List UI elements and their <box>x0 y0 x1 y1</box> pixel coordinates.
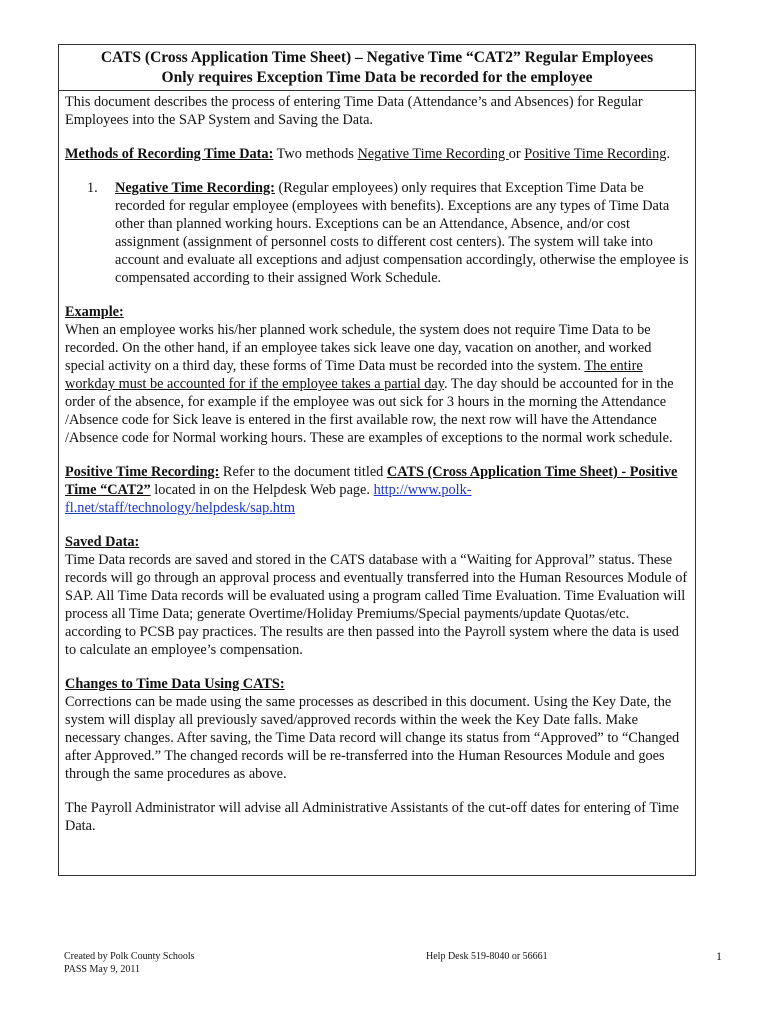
page-number: 1 <box>716 949 722 963</box>
example-text-b: . The day should be accounted for in the order of the absence, for example if the employee was out sick for 3 hours in the morning the Attendance /Absence code for Sick leave is entered in the first available row, the next row will have the Attendance /Absence code for Normal working hours. These are examples of exceptions to the normal work schedule. <box>65 376 674 446</box>
positive-text-b: located in on the Helpdesk Web page. <box>150 482 374 498</box>
page-footer <box>64 950 722 982</box>
positive-time-paragraph <box>65 463 689 517</box>
helpdesk-url-link[interactable]: http://www.polk-fl.net/staff/technology/helpdesk/sap.htm <box>65 482 472 516</box>
item-number: 1. <box>87 180 98 196</box>
methods-text-mid: or <box>508 146 525 162</box>
footer-dept-date: PASS May 9, 2011 <box>64 964 140 975</box>
positive-time-link[interactable]: Positive Time Recording <box>524 146 667 162</box>
changes-heading: Changes to Time Data Using CATS: <box>65 676 285 692</box>
methods-text-end: . <box>666 146 671 162</box>
negative-time-text: (Regular employees) only requires that Exception Time Data be recorded for regular employee (employees with benefits). Exceptions are any types of Time Data other than planned working hours. Exceptions can be an Attendance, Absence, and/or cost assignment (assignment of personnel costs to different cost centers). The system will take into account and evaluate all exceptions and adjust compensation accordingly, otherwise the employee is compensated according to their assigned Work Schedule. <box>115 180 689 286</box>
title-line-2: Only requires Exception Time Data be recorded for the employee <box>161 69 593 86</box>
positive-doc-title: CATS (Cross Application Time Sheet) - Positive Time “CAT2” <box>65 464 678 498</box>
positive-time-heading: Positive Time Recording: <box>65 464 220 480</box>
footer-left <box>64 950 195 976</box>
footer-helpdesk: Help Desk 519-8040 or 56661 <box>426 951 548 962</box>
footer-created-by: Created by Polk County Schools <box>64 951 195 962</box>
numbered-item-1 <box>87 179 689 287</box>
example-heading: Example: <box>65 304 124 320</box>
saved-data-heading: Saved Data: <box>65 534 140 550</box>
document-body <box>59 91 695 835</box>
methods-heading: Methods of Recording Time Data: <box>65 146 274 162</box>
negative-time-link[interactable]: Negative Time Recording <box>357 146 509 162</box>
methods-paragraph <box>65 145 689 163</box>
example-text-a: When an employee works his/her planned work schedule, the system does not require Time Data to be recorded. On the other hand, if an employee takes sick leave one day, vacation on another, and worked special activity on a third day, these forms of Time Data must be recorded into the system. <box>65 322 652 374</box>
methods-text: Two methods <box>273 146 358 162</box>
closing-paragraph: The Payroll Administrator will advise all Administrative Assistants of the cut-off dates for entering of Time Data. <box>65 800 680 834</box>
example-underlined: The entire workday must be accounted for if the employee takes a partial day <box>65 358 643 392</box>
item-1-paragraph <box>115 179 689 287</box>
positive-text-a: Refer to the document titled <box>219 464 387 480</box>
intro-paragraph: This document describes the process of entering Time Data (Attendance’s and Absences) for Regular Employees into the SAP System and Saving the Data. <box>65 94 643 128</box>
saved-data-paragraph: Time Data records are saved and stored in the CATS database with a “Waiting for Approval” status. These records will go through an approval process and eventually transferred into the Human Resources Module of SAP. All Time Data records will be evaluated using a program called Time Evaluation. Time Evaluation will process all Time Data; generate Overtime/Holiday Premiums/Special payments/update Quotas/etc. according to PCSB pay practices. The results are then passed into the Payroll system where the data is used to calculate an employee’s compensation. <box>65 552 688 658</box>
example-paragraph <box>65 321 689 447</box>
title-box <box>59 45 695 91</box>
title-line-1: CATS (Cross Application Time Sheet) – Negative Time “CAT2” Regular Employees <box>100 49 654 66</box>
changes-paragraph: Corrections can be made using the same processes as described in this document. Using the Key Date, the system will display all previously saved/approved records within the week the Key Date falls. Make necessary changes. After saving, the Time Data record will change its status from “Approved” to “Changed after Approved.” The changed records will be re-transferred into the Human Resources Module and goes through the same procedures as above. <box>65 694 680 782</box>
negative-time-heading: Negative Time Recording: <box>115 180 275 196</box>
document-frame <box>58 44 696 876</box>
